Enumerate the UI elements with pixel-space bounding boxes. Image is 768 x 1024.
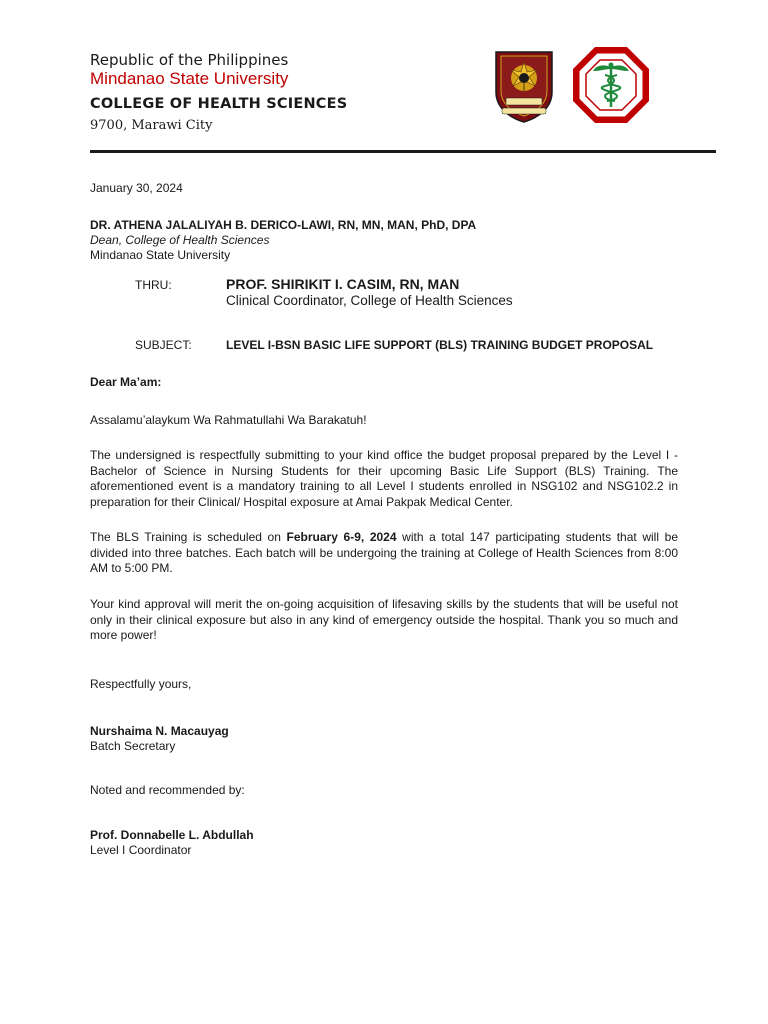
noted-label: Noted and recommended by: [90, 783, 245, 797]
closing: Respectfully yours, [90, 677, 192, 691]
subject-text: LEVEL I-BSN BASIC LIFE SUPPORT (BLS) TRAINING BUDGET PROPOSAL [226, 338, 654, 352]
republic-line: Republic of the Philippines [90, 51, 289, 69]
chs-caduceus-seal-icon [571, 45, 651, 125]
msu-seal-icon [492, 48, 556, 124]
thru-title: Clinical Coordinator, College of Health Sciences [226, 293, 513, 308]
college-address: 9700, Marawi City [90, 118, 213, 133]
paragraph-2 [90, 530, 678, 577]
signer-title: Batch Secretary [90, 739, 176, 753]
thru-name: PROF. SHIRIKIT I. CASIM, RN, MAN [226, 276, 460, 292]
subject-label: SUBJECT: [135, 338, 192, 352]
university-name: Mindanao State University [90, 69, 289, 88]
greeting: Assalamu’alaykum Wa Rahmatullahi Wa Barakatuh! [90, 413, 367, 427]
paragraph-2-pre: The BLS Training is scheduled on [90, 530, 287, 544]
recommender-name: Prof. Donnabelle L. Abdullah [90, 828, 254, 842]
letter-date: January 30, 2024 [90, 181, 183, 195]
paragraph-3: Your kind approval will merit the on-going acquisition of lifesaving skills by the students that will be useful not only in their clinical exposure but also in any kind of emergency outside the hospital. Thank you so much and more power! [90, 597, 678, 643]
recommender-title: Level I Coordinator [90, 843, 192, 857]
signer-name: Nurshaima N. Macauyag [90, 724, 229, 738]
college-name: COLLEGE OF HEALTH SCIENCES [90, 96, 348, 112]
letterhead-divider [90, 150, 716, 153]
paragraph-2-post: with a total 147 participating students that will be divided into three batches. Each batch will be undergoing the training at College of Health Sciences from 8:00 AM to 5:00 PM. [90, 530, 678, 576]
training-date: February 6-9, 2024 [286, 530, 397, 544]
salutation: Dear Ma’am: [90, 375, 162, 389]
thru-label: THRU: [135, 278, 172, 292]
recipient-name: DR. ATHENA JALALIYAH B. DERICO-LAWI, RN, MN, MAN, PhD, DPA [90, 218, 477, 232]
recipient-org: Mindanao State University [90, 248, 231, 262]
paragraph-1: The undersigned is respectfully submitting to your kind office the budget proposal prepared by the Level I - Bachelor of Science in Nursing Students for their upcoming Basic Life Support (BLS) Training. The aforementioned event is a mandatory training to all Level I students enrolled in NSG102 and NSG102.2 in preparation for their Clinical/ Hospital exposure at Amai Pakpak Medical Center. [90, 448, 678, 509]
recipient-title: Dean, College of Health Sciences [90, 233, 270, 247]
